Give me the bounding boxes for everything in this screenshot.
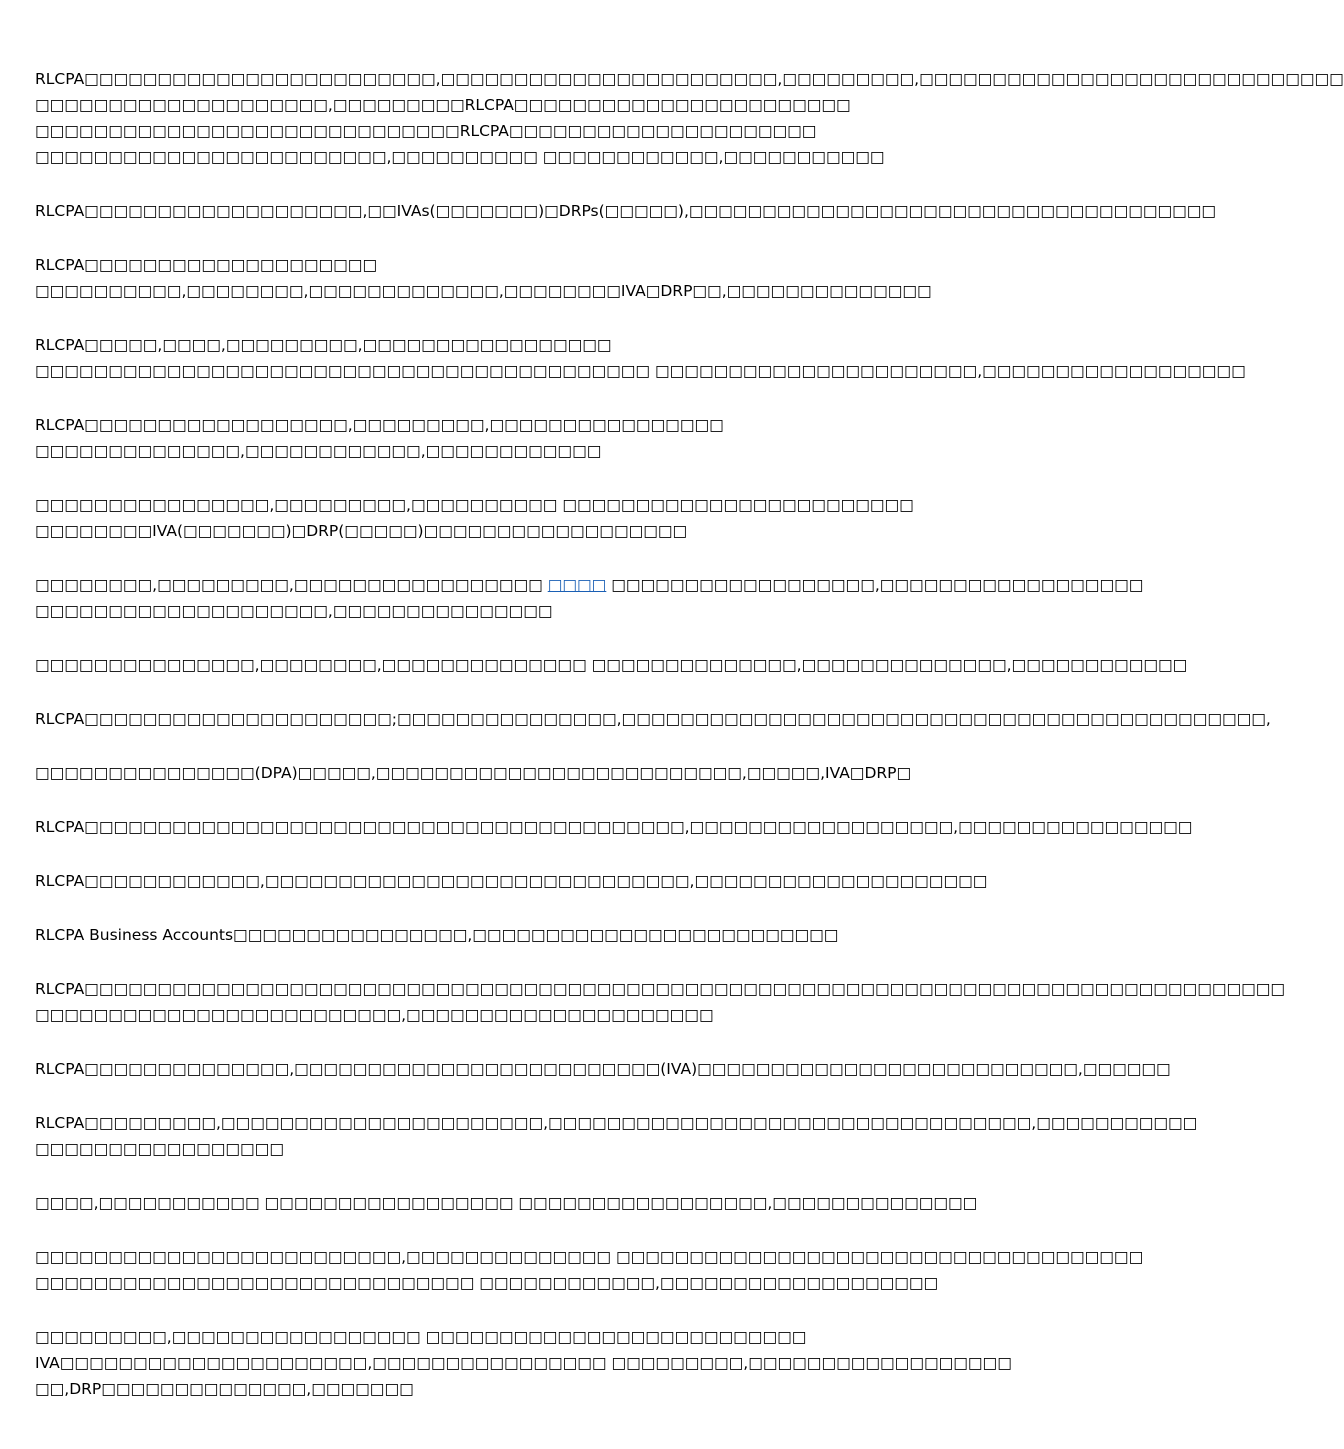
text-line	[35, 1324, 991, 1350]
line-text: □□□□□□□□□□□□□□□□□	[35, 1140, 284, 1158]
text-line	[35, 976, 1286, 1002]
text-line	[35, 144, 991, 170]
paragraph	[35, 1244, 1144, 1296]
line-text: RLCPA□□□□□□□□□□□□□□□□□□□□□□□□,□□□□□□□□□□□□□□□□□□□□□□□,□□□□□□□□□,□□□□□□□□□□□□□□□□□□□□□□□□□□□□□	[35, 70, 1344, 88]
line-text: RLCPA□□□□□□□□□□□□,□□□□□□□□□□□□□□□□□□□□□□□□□□□□□,□□□□□□□□□□□□□□□□□□□□	[35, 872, 988, 890]
line-text: □□□□□□□□□□□□□□□□□□□□,□□□□□□□□□RLCPA□□□□□□□□□□□□□□□□□□□□□□□	[35, 96, 851, 114]
text-line	[35, 1376, 991, 1402]
line-text: □□□□□□□□□□□□□□□,□□□□□□□□,□□□□□□□□□□□□□□ □□□□□□□□□□□□□□,□□□□□□□□□□□□□□,□□□□□□□□□□□□	[35, 656, 1188, 674]
text-line	[35, 1110, 1198, 1136]
line-text: □□□□□□□□□□,□□□□□□□□,□□□□□□□□□□□□□,□□□□□□□□IVA□DRP□□,□□□□□□□□□□□□□□	[35, 282, 932, 300]
line-text: RLCPA□□□□□□□□□□□□□□□□□□□□□;□□□□□□□□□□□□□□□,□□□□□□□□□□□□□□□□□□□□□□□□□□□□□□□□□□□□□□□□□□□□,	[35, 710, 1271, 728]
paragraph	[35, 66, 1344, 170]
line-text: RLCPA□□□□□,□□□□,□□□□□□□□□,□□□□□□□□□□□□□□□□□	[35, 336, 612, 354]
text-line	[35, 868, 991, 894]
paragraph	[35, 198, 1217, 224]
paragraph	[35, 922, 991, 948]
paragraph	[35, 868, 991, 894]
line-text: □□□□□□□□,□□□□□□□□□,□□□□□□□□□□□□□□□□□	[35, 576, 548, 594]
text-line	[35, 438, 991, 464]
text-line	[35, 66, 1344, 92]
text-line	[35, 1002, 991, 1028]
paragraph	[35, 706, 1271, 732]
line-text: RLCPA□□□□□□□□□□□□□□,□□□□□□□□□□□□□□□□□□□□□□□□□(IVA)□□□□□□□□□□□□□□□□□□□□□□□□□□,□□□□□□	[35, 1060, 1171, 1078]
line-text: IVA□□□□□□□□□□□□□□□□□□□□□,□□□□□□□□□□□□□□□□ □□□□□□□□□,□□□□□□□□□□□□□□□□□□	[35, 1354, 1012, 1372]
text-line	[35, 1270, 991, 1296]
text-line	[35, 278, 991, 304]
text-line	[35, 198, 1217, 224]
text-line	[35, 332, 991, 358]
line-text: RLCPA□□□□□□□□□□□□□□□□□□□,□□IVAs(□□□□□□□)□DRPs(□□□□□),□□□□□□□□□□□□□□□□□□□□□□□□□□□□□□□□□□□□	[35, 202, 1217, 220]
paragraph	[35, 760, 991, 786]
paragraph	[35, 652, 1188, 678]
line-text: RLCPA□□□□□□□□□□□□□□□□□□□□	[35, 256, 378, 274]
text-line	[35, 252, 991, 278]
line-text: □□□□□□□□□□□□□□□(DPA)□□□□□,□□□□□□□□□□□□□□□□□□□□□□□□□,□□□□□,IVA□DRP□	[35, 764, 912, 782]
paragraph	[35, 814, 1193, 840]
line-text: □□□□□□□□□□□□□□□□□□□□□□□□,□□□□□□□□□□ □□□□□□□□□□□□,□□□□□□□□□□□	[35, 148, 885, 166]
text-line	[35, 412, 991, 438]
line-text: □□□□□□□□□□□□□□□□,□□□□□□□□□,□□□□□□□□□□ □□□□□□□□□□□□□□□□□□□□□□□□	[35, 496, 914, 514]
line-text: □□,DRP□□□□□□□□□□□□□□,□□□□□□□	[35, 1380, 414, 1398]
paragraph	[35, 412, 991, 464]
text-line	[35, 1056, 1171, 1082]
paragraph	[35, 252, 991, 304]
text-line	[35, 92, 991, 118]
line-text: □□□□□□□□□□□□□□□□□□□□□□□□□□□□□RLCPA□□□□□□□□□□□□□□□□□□□□□	[35, 122, 817, 140]
paragraph	[35, 572, 1144, 624]
line-text: □□□□□□□□□□□□□□□□□□□□□□□□□□□□□□□□□□□□□□□□□□ □□□□□□□□□□□□□□□□□□□□□□,□□□□□□□□□□□□□□□□□□	[35, 362, 1246, 380]
inline-link[interactable]: □□□□	[547, 576, 607, 594]
document-body	[35, 66, 1344, 1430]
text-line	[35, 922, 991, 948]
text-line	[35, 1244, 1144, 1270]
line-text: □□□□□□□□□,□□□□□□□□□□□□□□□□□ □□□□□□□□□□□□□□□□□□□□□□□□□□	[35, 1328, 807, 1346]
text-line	[35, 652, 1188, 678]
line-text: RLCPA□□□□□□□□□,□□□□□□□□□□□□□□□□□□□□□□,□□□□□□□□□□□□□□□□□□□□□□□□□□□□□□□□□,□□□□□□□□□□□	[35, 1114, 1198, 1132]
paragraph	[35, 976, 1286, 1028]
line-text: □□□□,□□□□□□□□□□□ □□□□□□□□□□□□□□□□□ □□□□□□□□□□□□□□□□□,□□□□□□□□□□□□□□	[35, 1194, 978, 1212]
line-text: □□□□□□□□□□□□□□□□□□□□,□□□□□□□□□□□□□□□	[35, 602, 553, 620]
line-text: RLCPA Business Accounts□□□□□□□□□□□□□□□□,□□□□□□□□□□□□□□□□□□□□□□□□□	[35, 926, 839, 944]
text-line	[35, 598, 991, 624]
text-line	[35, 1136, 991, 1162]
paragraph	[35, 332, 1246, 384]
text-line	[35, 518, 991, 544]
text-line	[35, 1350, 1012, 1376]
line-text: □□□□□□□□□□□□□□□□□□□□□□□□□□□□□□ □□□□□□□□□□□□,□□□□□□□□□□□□□□□□□□□	[35, 1274, 939, 1292]
line-text: RLCPA□□□□□□□□□□□□□□□□□□□□□□□□□□□□□□□□□□□□□□□□□,□□□□□□□□□□□□□□□□□□,□□□□□□□□□□□□□□□□	[35, 818, 1193, 836]
line-text: RLCPA□□□□□□□□□□□□□□□□□□□□□□□□□□□□□□□□□□□□□□□□□□□□□□□□□□□□□□□□□□□□□□□□□□□□□□□□□□□□□□□□□□	[35, 980, 1286, 998]
paragraph	[35, 492, 991, 544]
text-line	[35, 760, 991, 786]
line-text: □□□□□□□□□□□□□□□□□□□□□□□□□,□□□□□□□□□□□□□□ □□□□□□□□□□□□□□□□□□□□□□□□□□□□□□□□□□□□	[35, 1248, 1144, 1266]
line-text: □□□□□□□□□□□□□□□□□□□□□□□□□,□□□□□□□□□□□□□□□□□□□□□	[35, 1006, 714, 1024]
paragraph	[35, 1110, 1198, 1162]
line-text: □□□□□□□□IVA(□□□□□□□)□DRP(□□□□□)□□□□□□□□□□□□□□□□□□	[35, 522, 688, 540]
text-line	[35, 1190, 991, 1216]
paragraph	[35, 1324, 1012, 1402]
line-text: RLCPA□□□□□□□□□□□□□□□□□□,□□□□□□□□□,□□□□□□□□□□□□□□□□	[35, 416, 724, 434]
paragraph	[35, 1056, 1171, 1082]
paragraph	[35, 1190, 991, 1216]
text-line	[35, 358, 1246, 384]
line-text-after-link: □□□□□□□□□□□□□□□□□□,□□□□□□□□□□□□□□□□□□	[606, 576, 1144, 594]
text-line	[35, 814, 1193, 840]
line-text: □□□□□□□□□□□□□□,□□□□□□□□□□□□,□□□□□□□□□□□□	[35, 442, 602, 460]
text-line	[35, 572, 1144, 598]
text-line	[35, 492, 991, 518]
text-line	[35, 706, 1271, 732]
text-line	[35, 118, 991, 144]
